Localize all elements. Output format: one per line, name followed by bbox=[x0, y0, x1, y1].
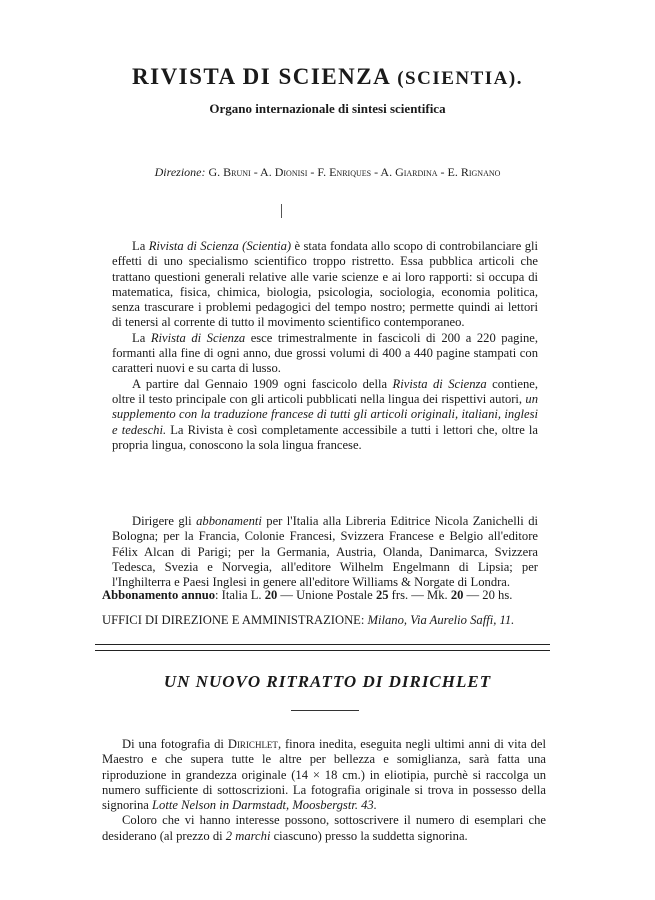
text-run: Di una fotografia di bbox=[122, 737, 228, 751]
owner-address: Lotte Nelson in Darmstadt, Moosbergstr. 43. bbox=[152, 798, 377, 813]
description-paragraph-3 bbox=[112, 377, 538, 453]
dirichlet-name: Dirichlet bbox=[227, 737, 278, 751]
offices-address: Milano, Via Aurelio Saffi, 11. bbox=[367, 613, 515, 627]
text-run: ciascuno) presso la suddetta signorina. bbox=[270, 828, 468, 843]
subscription-paragraph bbox=[112, 514, 538, 590]
text-run: La Rivista è così completamente accessibile a tutti i lettori che, oltre la propria lingua, conoscono la sola lingua francese. bbox=[112, 422, 538, 452]
journal-name: Rivista di Scienza bbox=[150, 330, 246, 345]
text-run: Coloro che vi hanno interesse possono, sottoscrivere il numero di esemplari che desiderano (al prezzo di bbox=[102, 813, 546, 843]
offices-line bbox=[102, 613, 548, 628]
journal-title-main: RIVISTA DI SCIENZA bbox=[132, 64, 390, 89]
editorial-board bbox=[0, 165, 655, 180]
journal-title-paren: (SCIENTIA). bbox=[397, 68, 523, 89]
offices-label: UFFICI DI DIREZIONE E AMMINISTRAZIONE: bbox=[102, 613, 365, 627]
italy-price: 20 bbox=[264, 588, 278, 602]
subscription-info bbox=[112, 514, 538, 590]
text-run: contiene, oltre il testo principale con gli articoli pubblicati nella lingua dei rispettivi autori, bbox=[112, 376, 538, 406]
journal-name: Rivista di Scienza (Scientia) bbox=[148, 239, 292, 253]
article-body bbox=[102, 737, 546, 844]
article-paragraph-2 bbox=[102, 813, 546, 844]
postal-union-price: 25 bbox=[375, 588, 389, 602]
subscriptions-word: abbonamenti bbox=[196, 514, 262, 528]
text-run: Dirigere gli bbox=[132, 514, 197, 528]
article-title: UN NUOVO RITRATTO DI DIRICHLET bbox=[163, 672, 492, 691]
text-run: — 20 hs. bbox=[463, 588, 513, 602]
article-paragraph-1 bbox=[102, 737, 546, 813]
price-marks: 2 marchi bbox=[225, 828, 271, 843]
text-run: La bbox=[132, 239, 149, 253]
journal-subtitle: Organo internazionale di sintesi scientifica bbox=[209, 101, 446, 116]
editorial-board-names: G. Bruni - A. Dionisi - F. Enriques - A. Giardina - E. Rignano bbox=[208, 165, 501, 179]
mark-price: 20 bbox=[450, 588, 464, 602]
journal-description bbox=[112, 239, 538, 453]
text-run: La bbox=[132, 330, 151, 345]
title-underline-rule bbox=[291, 710, 359, 711]
supplement-note: un supplemento con la traduzione francese di tutti gli articoli originali, italiani, inglesi e tedeschi. bbox=[112, 391, 538, 437]
text-run: : Italia L. bbox=[215, 588, 265, 602]
annual-subscription-line bbox=[102, 588, 548, 603]
text-run: per l'Italia alla Libreria Editrice Nicola Zanichelli di Bologna; per la Francia, Colonie Francesi, Svizzera Francese e Belgio all'editore Félix Alcan di Parigi; per la Germania, Austria, Olanda, Danimarca, Svizzera Tedesca, Svezia e Norvegia, all'editore Wilhelm Engelmann di Lipsia; per l'Inghilterra e Paesi Inglesi in genere all'editore Williams & Norgate di Londra. bbox=[112, 514, 538, 590]
description-paragraph-1 bbox=[112, 239, 538, 331]
ornament-mark bbox=[281, 204, 282, 218]
text-run: è stata fondata allo scopo di controbilanciare gli effetti di uno specialismo scientifico troppo ristretto. Essa pubblica articoli che trattano questioni generali relative alle varie scienze e ai loro rapporti: si occupa di matematica, fisica, chimica, biologia, psicologia, sociologia, economia politica, senza trascurare i problemi pedagogici del tempo nostro; permette quindi ai lettori di tenersi al corrente di tutto il movimento scientifico contemporaneo. bbox=[112, 239, 538, 330]
journal-name: Rivista di Scienza bbox=[392, 376, 487, 391]
text-run: esce trimestralmente in fascicoli di 200 a 220 pagine, formanti alla fine di ogni anno, due grossi volumi di 400 a 440 pagine stampati con caratteri nuovi e su carta di lusso. bbox=[112, 330, 539, 376]
text-run: — Unione Postale bbox=[277, 588, 376, 602]
journal-title bbox=[0, 64, 655, 90]
annual-subscription-label: Abbonamento annuo bbox=[102, 588, 216, 602]
section-divider bbox=[95, 644, 550, 651]
description-paragraph-2 bbox=[112, 331, 538, 377]
text-run: frs. — Mk. bbox=[388, 588, 451, 602]
text-run: , finora inedita, eseguita negli ultimi anni di vita del Maestro e che supera tutte le altre per bellezza e somiglianza, sarà fatta una riproduzione in grandezza originale (14 × 18 cm.) in eliotipia, purchè si raccolga un numero sufficiente di sottoscrizioni. La fotografia originale si trova in possesso della signorina bbox=[102, 737, 546, 813]
editorial-board-label: Direzione: bbox=[154, 165, 206, 179]
text-run: A partire dal Gennaio 1909 ogni fascicolo della bbox=[132, 376, 393, 391]
